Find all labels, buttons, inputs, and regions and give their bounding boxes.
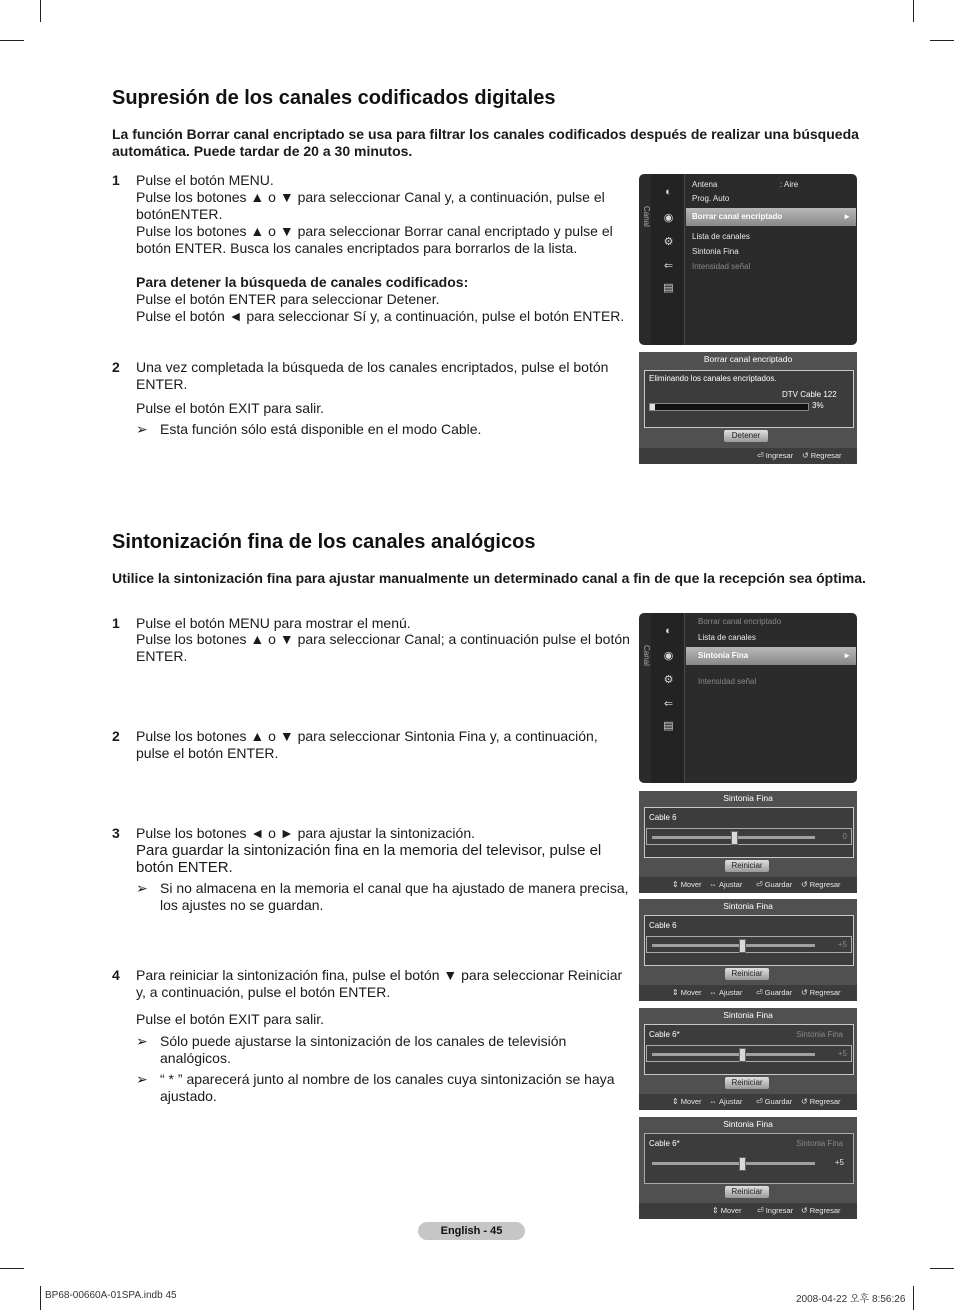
up-down-icon: ⇕ (712, 1206, 719, 1215)
crop-mark (913, 0, 914, 22)
crop-mark (913, 1286, 914, 1310)
exit-line: Pulse el botón EXIT para salir. (136, 400, 325, 416)
section1-title: Supresión de los canales codificados digitales (112, 87, 556, 109)
section2-title: Sintonización fina de los canales analógicos (112, 531, 536, 553)
step-line: Pulse el botón MENU. (136, 172, 274, 188)
progress-percent: 3% (812, 401, 824, 410)
note-line: ajustado. (160, 1088, 217, 1104)
footer-return: ↺ Regresar (801, 880, 841, 889)
left-right-icon: ⇔ (709, 880, 717, 889)
footer-adjust: ⇔ Ajustar (709, 1097, 743, 1106)
left-right-icon: ⇔ (709, 988, 717, 997)
status-label: Sintonia Fina (796, 1139, 843, 1148)
arrow-right-icon: ► (843, 651, 851, 660)
section1-intro: La función Borrar canal encriptado se usa para filtrar los canales codificados después de realizar una búsqueda automática. Puede tardar de 20 a 30 minutos. (112, 126, 859, 159)
dialog-message: Eliminando los canales encriptados. (649, 374, 777, 383)
fine-tune-dialog-4 (639, 1117, 857, 1219)
menu-item-lista[interactable]: Lista de canales (692, 232, 750, 241)
step-number: 2 (112, 728, 120, 744)
reiniciar-button[interactable]: Reiniciar (725, 1077, 769, 1089)
fine-tune-dialog-3 (639, 1008, 857, 1110)
step-line: Pulse los botones ▲ o ▼ para seleccionar Sintonia Fina y, a continuación, (136, 728, 598, 744)
crop-mark (930, 40, 954, 41)
dialog-footer (639, 877, 857, 893)
application-icon: ▤ (663, 720, 674, 732)
note-arrow-icon: ➢ (136, 880, 148, 896)
dialog-title: Borrar canal encriptado (703, 354, 793, 364)
up-down-icon: ⇕ (672, 880, 679, 889)
dialog-footer (639, 1203, 857, 1219)
setup-gear-icon: ⚙ (663, 236, 674, 248)
note-arrow-icon: ➢ (136, 1033, 148, 1049)
note-line: los ajustes no se guardan. (160, 897, 324, 913)
reiniciar-button[interactable]: Reiniciar (725, 1186, 769, 1198)
tune-value: 0 (842, 832, 847, 841)
crop-mark (0, 1268, 24, 1269)
step-line: Pulse los botones ▲ o ▼ para seleccionar Borrar canal encriptado y pulse el (136, 223, 613, 239)
footer-return: ↺ Regresar (801, 1097, 841, 1106)
note-line: analógicos. (160, 1050, 231, 1066)
dialog-box (644, 807, 854, 858)
step-line: Pulse el botón ENTER para seleccionar Detener. (136, 291, 440, 307)
crop-mark (0, 40, 24, 41)
channel-menu-screenshot (639, 174, 857, 345)
reiniciar-button[interactable]: Reiniciar (725, 860, 769, 872)
stop-heading: Para detener la búsqueda de canales codificados: (136, 274, 469, 290)
tune-value: +5 (834, 1158, 844, 1167)
step-number: 4 (112, 967, 120, 983)
step-line: pulse el botón ENTER. (136, 745, 279, 761)
slider-thumb[interactable] (739, 1157, 746, 1171)
dialog-footer (639, 1094, 857, 1110)
step-line: Pulse los botones ◄ o ► para ajustar la sintonización. (136, 825, 476, 841)
note-line: “ * ” aparecerá junto al nombre de los canales cuya sintonización se haya (160, 1071, 615, 1087)
tune-value: +5 (837, 940, 847, 949)
step-line: Pulse los botones ▲ o ▼ para seleccionar Canal y, a continuación, pulse el (136, 189, 605, 205)
dialog-title: Sintonia Fina (723, 1119, 773, 1129)
detener-button[interactable]: Detener (724, 430, 768, 442)
menu-item-label: Borrar canal encriptado (692, 212, 783, 221)
footer-return: ↺ Regresar (801, 1206, 841, 1215)
step-line: Pulse el botón MENU para mostrar el menú. (136, 615, 411, 631)
exit-line: Pulse el botón EXIT para salir. (136, 1011, 325, 1027)
section2-intro: Utilice la sintonización fina para ajustar manualmente un determinado canal a fin de que la recepción sea óptima. (112, 570, 866, 586)
up-down-icon: ⇕ (672, 1097, 679, 1106)
menu-item-sintonia-selected[interactable] (686, 647, 856, 665)
page-number-badge: English - 45 (418, 1222, 525, 1240)
menu-item-antena[interactable]: Antena (692, 180, 718, 189)
print-footer-file: BP68-00660A-01SPA.indb 45 (45, 1290, 177, 1301)
return-icon: ↺ (801, 880, 808, 889)
return-icon: ↺ (802, 451, 809, 460)
menu-side-label: Canal (642, 645, 651, 666)
step-line: Pulse el botón ◄ para seleccionar Sí y, a continuación, pulse el botón ENTER. (136, 308, 625, 324)
picture-icon: ◐ (665, 625, 672, 637)
dialog-footer (639, 448, 857, 464)
step-number: 3 (112, 825, 120, 841)
channel-label: DTV Cable 122 (782, 390, 837, 399)
fine-tune-slider[interactable] (652, 1053, 815, 1056)
menu-item-sintonia[interactable]: Sintonia Fina (692, 247, 739, 256)
menu-item-intensidad: Intensidad señal (698, 677, 757, 686)
scramble-dialog (639, 352, 857, 464)
menu-item-borrar: Borrar canal encriptado (698, 617, 782, 626)
fine-tune-slider[interactable] (652, 1162, 815, 1165)
footer-adjust: ⇔ Ajustar (709, 988, 743, 997)
menu-item-borrar-selected[interactable] (686, 208, 856, 226)
left-right-icon: ⇔ (709, 1097, 717, 1106)
enter-icon: ⏎ (756, 880, 763, 889)
note-line: Esta función sólo está disponible en el modo Cable. (160, 421, 482, 437)
step-line: y, a continuación, pulse el botón ENTER. (136, 984, 391, 1000)
step-number: 2 (112, 359, 120, 375)
step-line: Una vez completada la búsqueda de los canales encriptados, pulse el botón (136, 359, 609, 375)
step-line: ENTER. (136, 376, 188, 392)
note-line: Sólo puede ajustarse la sintonización de los canales de televisión (160, 1033, 567, 1049)
dialog-title: Sintonia Fina (723, 901, 773, 911)
picture-icon: ◐ (665, 186, 672, 198)
status-label: Sintonia Fina (796, 1030, 843, 1039)
return-icon: ↺ (801, 988, 808, 997)
progress-bar (649, 403, 809, 411)
dialog-box (644, 915, 854, 966)
note-arrow-icon: ➢ (136, 421, 148, 437)
note-line: Si no almacena en la memoria el canal que ha ajustado de manera precisa, (160, 880, 629, 896)
menu-item-intensidad: Intensidad señal (692, 262, 751, 271)
note-arrow-icon: ➢ (136, 1071, 148, 1087)
channel-icon: ◉ (663, 212, 674, 224)
crop-mark (930, 1268, 954, 1269)
arrow-right-icon: ► (843, 212, 851, 221)
footer-move: ⇕ Mover (672, 1097, 702, 1106)
enter-icon: ⏎ (757, 1206, 764, 1215)
channel-menu-screenshot-2 (639, 613, 857, 783)
channel-label: Cable 6* (649, 1139, 680, 1148)
step-line: botón ENTER. Busca los canales encriptados para borrarlos de la lista. (136, 240, 578, 256)
dialog-box (644, 1024, 854, 1075)
step-number: 1 (112, 172, 120, 188)
crop-mark (40, 0, 41, 22)
step-number: 1 (112, 615, 120, 631)
menu-side-label: Canal (642, 206, 651, 227)
input-icon: ⇐ (663, 698, 674, 710)
dialog-title: Sintonia Fina (723, 1010, 773, 1020)
fine-tune-dialog-2 (639, 899, 857, 1001)
up-down-icon: ⇕ (672, 988, 679, 997)
footer-enter: ⏎ Ingresar (757, 1206, 794, 1215)
input-icon: ⇐ (663, 260, 674, 272)
step-line: ENTER. (136, 648, 188, 664)
channel-label: Cable 6 (649, 813, 677, 822)
footer-enter: ⏎ Ingresar (757, 451, 794, 460)
menu-item-label: Sintonia Fina (698, 651, 749, 660)
step-line: Para reiniciar la sintonización fina, pulse el botón ▼ para seleccionar Reiniciar (136, 967, 623, 983)
channel-label: Cable 6 (649, 921, 677, 930)
step-line: botónENTER. (136, 206, 223, 222)
enter-icon: ⏎ (756, 1097, 763, 1106)
footer-save: ⏎ Guardar (756, 1097, 793, 1106)
footer-save: ⏎ Guardar (756, 880, 793, 889)
fine-tune-slider[interactable] (652, 944, 815, 947)
enter-icon: ⏎ (757, 451, 764, 460)
channel-icon: ◉ (663, 650, 674, 662)
footer-return: ↺ Regresar (802, 451, 842, 460)
slider-thumb[interactable] (731, 831, 738, 845)
print-footer-date: 2008-04-22 오후 8:56:26 (796, 1294, 906, 1305)
footer-move: ⇕ Mover (672, 880, 702, 889)
footer-return: ↺ Regresar (801, 988, 841, 997)
application-icon: ▤ (663, 282, 674, 294)
tune-value: +5 (837, 1049, 847, 1058)
menu-item-lista[interactable]: Lista de canales (698, 633, 756, 642)
dialog-title: Sintonia Fina (723, 793, 773, 803)
step-line: Para guardar la sintonización fina en la memoria del televisor, pulse el (136, 842, 602, 859)
dialog-box (644, 1133, 854, 1184)
channel-label: Cable 6* (649, 1030, 680, 1039)
step-line: botón ENTER. (136, 859, 233, 876)
menu-item-prog-auto[interactable]: Prog. Auto (692, 194, 730, 203)
footer-adjust: ⇔ Ajustar (709, 880, 743, 889)
footer-save: ⏎ Guardar (756, 988, 793, 997)
return-icon: ↺ (801, 1097, 808, 1106)
slider-thumb[interactable] (739, 1048, 746, 1062)
enter-icon: ⏎ (756, 988, 763, 997)
menu-item-antena-value: : Aire (780, 180, 799, 189)
dialog-footer (639, 985, 857, 1001)
footer-move: ⇕ Mover (672, 988, 702, 997)
dialog-box (644, 370, 854, 428)
fine-tune-dialog-1 (639, 791, 857, 893)
crop-mark (40, 1286, 41, 1310)
slider-thumb[interactable] (739, 939, 746, 953)
setup-gear-icon: ⚙ (663, 674, 674, 686)
return-icon: ↺ (801, 1206, 808, 1215)
progress-fill (650, 404, 655, 410)
step-line: Pulse los botones ▲ o ▼ para seleccionar Canal; a continuación pulse el botón (136, 631, 630, 647)
reiniciar-button[interactable]: Reiniciar (725, 968, 769, 980)
footer-move: ⇕ Mover (712, 1206, 742, 1215)
